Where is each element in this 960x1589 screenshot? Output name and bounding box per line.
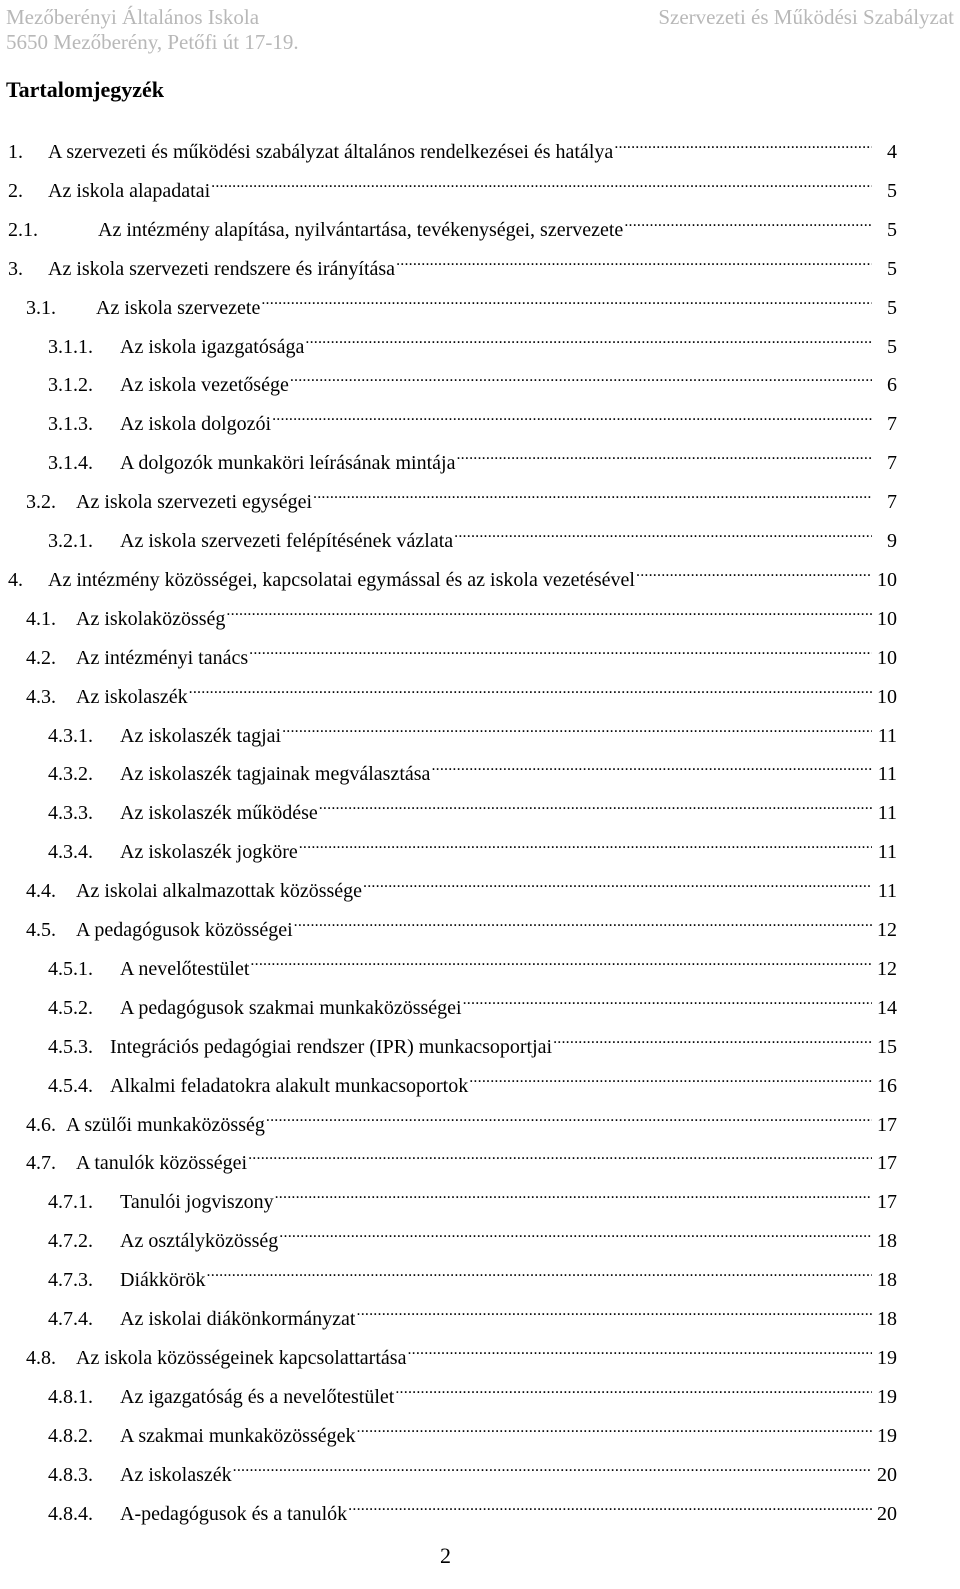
toc-title: Tartalomjegyzék (6, 77, 165, 102)
toc-entry-number: 3. (8, 257, 23, 280)
toc-dot-leader (249, 947, 872, 975)
toc-entry-page: 10 (877, 685, 897, 708)
toc-dot-leader (225, 597, 872, 625)
toc-entry[interactable] (48, 441, 897, 475)
toc-dot-leader (462, 986, 872, 1014)
toc-entry-page: 12 (877, 919, 897, 941)
toc-entry-page: 19 (877, 1346, 897, 1369)
toc-entry-page: 7 (887, 491, 897, 514)
toc-entry-number: 4.5. (26, 919, 56, 941)
toc-entry-page: 11 (877, 802, 897, 825)
toc-entry-number: 3.1.3. (48, 413, 93, 436)
toc-entry-number: 1. (8, 141, 23, 163)
toc-dot-leader (298, 830, 872, 858)
toc-entry-number: 3.2. (26, 491, 56, 514)
toc-entry-page: 7 (887, 452, 897, 475)
toc-dot-leader (406, 1336, 872, 1364)
toc-entry[interactable] (8, 247, 897, 280)
school-address: 5650 Mezőberény, Petőfi út 17-19. (6, 30, 299, 54)
toc-entry-title: Az osztályközösség (120, 1230, 279, 1253)
toc-entry-title: Az iskola szervezeti egységei (76, 491, 313, 514)
toc-entry[interactable] (26, 908, 897, 941)
toc-entry-page: 9 (887, 530, 897, 552)
toc-entry-page: 17 (877, 1191, 897, 1214)
document-title: Szervezeti és Működési Szabályzat (658, 5, 954, 29)
toc-entry-number: 4.7. (26, 1152, 56, 1175)
toc-entry[interactable] (26, 869, 897, 903)
toc-entry[interactable] (48, 325, 897, 358)
toc-entry-page: 16 (877, 1074, 897, 1097)
toc-entry[interactable] (48, 714, 897, 747)
toc-entry-title: Az iskolaközösség (76, 607, 226, 630)
toc-dot-leader (453, 519, 872, 547)
toc-entry[interactable] (26, 1141, 897, 1175)
toc-entry[interactable] (48, 1453, 897, 1486)
toc-entry-title: Az iskolaszék működése (120, 802, 318, 825)
toc-entry-number: 3.2.1. (48, 530, 93, 552)
toc-entry-number: 4.8.1. (48, 1385, 93, 1408)
toc-entry-page: 18 (877, 1269, 897, 1292)
toc-entry[interactable] (48, 791, 897, 825)
toc-entry[interactable] (26, 1336, 897, 1369)
toc-entry-number: 4.7.4. (48, 1308, 93, 1330)
toc-entry-number: 4.8.2. (48, 1424, 93, 1447)
toc-dot-leader (248, 636, 872, 664)
toc-dot-leader (278, 1219, 872, 1247)
toc-dot-leader (188, 675, 872, 703)
toc-entry[interactable] (48, 1025, 897, 1058)
toc-entry[interactable] (48, 986, 897, 1019)
toc-entry-title: Az iskola dolgozói (120, 413, 272, 436)
toc-entry-title: Az iskolai diákönkormányzat (120, 1308, 356, 1330)
toc-entry-page: 19 (877, 1385, 897, 1408)
toc-entry[interactable] (48, 1180, 897, 1214)
page-header (0, 0, 960, 62)
toc-entry-page: 4 (887, 141, 897, 163)
toc-entry-number: 2. (8, 179, 23, 202)
toc-entry-number: 3.1. (26, 296, 56, 319)
toc-entry[interactable] (48, 1375, 897, 1408)
toc-entry-number: 3.1.1. (48, 335, 93, 358)
toc-dot-leader (613, 130, 872, 158)
toc-entry-number: 4.5.1. (48, 957, 93, 980)
toc-entry-number: 4.5.3. (48, 1035, 93, 1058)
toc-dot-leader (356, 1414, 873, 1442)
toc-entry-title: Az iskolaszék jogköre (120, 841, 298, 864)
toc-dot-leader (281, 714, 872, 742)
toc-entry[interactable] (26, 675, 897, 708)
toc-entry-number: 4.1. (26, 607, 56, 630)
toc-entry-page: 11 (877, 880, 897, 903)
toc-entry-page: 5 (887, 218, 897, 241)
toc-entry-title: Az iskola szervezeti rendszere és irányítása (48, 257, 396, 280)
toc-entry-number: 4.4. (26, 880, 56, 903)
toc-entry-title: Az iskolai alkalmazottak közössége (76, 880, 363, 903)
toc-entry-number: 4.8.4. (48, 1502, 93, 1525)
toc-entry-page: 7 (887, 413, 897, 436)
toc-entry-number: 3.1.4. (48, 452, 93, 475)
toc-entry[interactable] (8, 130, 897, 163)
toc-entry-page: 11 (877, 724, 897, 747)
toc-dot-leader (455, 441, 872, 469)
toc-dot-leader (274, 1180, 872, 1208)
toc-entry-title: Tanulói jogviszony (120, 1191, 274, 1214)
toc-dot-leader (552, 1025, 872, 1053)
toc-dot-leader (289, 363, 872, 391)
toc-entry-number: 3.1.2. (48, 374, 93, 397)
toc-entry-number: 4.3.3. (48, 802, 93, 825)
toc-entry[interactable] (48, 363, 897, 397)
toc-entry-title: Az iskola szervezete (96, 296, 261, 319)
toc-entry-number: 4.3.4. (48, 841, 93, 864)
toc-entry[interactable] (48, 1258, 897, 1292)
toc-entry-number: 2.1. (8, 218, 38, 241)
toc-entry-page: 5 (887, 296, 897, 319)
toc-dot-leader (293, 908, 872, 936)
toc-entry-page: 17 (877, 1113, 897, 1136)
toc-entry-title: A nevelőtestület (120, 957, 250, 980)
header-left (6, 5, 299, 55)
toc-entry-title: Diákkörök (120, 1269, 206, 1292)
toc-entry-title: A szakmai munkaközösségek (120, 1424, 356, 1447)
toc-entry[interactable] (26, 480, 897, 514)
toc-entry-number: 4.7.1. (48, 1191, 93, 1214)
toc-entry-number: 4. (8, 568, 23, 591)
toc-dot-leader (394, 1375, 872, 1403)
toc-entry-page: 10 (877, 607, 897, 630)
toc-entry-page: 10 (877, 568, 897, 591)
toc-entry-title: A tanulók közösségei (76, 1152, 248, 1175)
toc-entry-page: 12 (877, 957, 897, 980)
toc-dot-leader (232, 1453, 872, 1481)
toc-entry[interactable] (26, 1103, 897, 1136)
toc-entry-page: 11 (877, 841, 897, 864)
toc-dot-leader (362, 869, 872, 897)
toc-entry-number: 4.6. (26, 1113, 56, 1136)
toc-entry-page: 5 (887, 335, 897, 358)
toc-entry[interactable] (48, 752, 897, 786)
toc-entry-title: A pedagógusok közösségei (76, 919, 293, 941)
toc-entry-number: 4.7.2. (48, 1230, 93, 1253)
toc-entry-page: 20 (877, 1463, 897, 1486)
toc-entry-title: Integrációs pedagógiai rendszer (IPR) munkacsoportjai (110, 1035, 553, 1058)
toc-dot-leader (260, 286, 872, 314)
toc-entry[interactable] (48, 947, 897, 980)
toc-dot-leader (312, 480, 872, 508)
toc-dot-leader (247, 1141, 872, 1169)
toc-entry-title: A-pedagógusok és a tanulók (120, 1502, 348, 1525)
toc-entry[interactable] (48, 1492, 897, 1525)
toc-entry-title: Az intézmény alapítása, nyilvántartása, tevékenységei, szervezete (98, 218, 624, 241)
toc-entry[interactable] (8, 208, 897, 241)
school-name: Mezőberényi Általános Iskola (6, 5, 260, 29)
toc-dot-leader (304, 325, 872, 353)
toc-entry-title: Az iskolaszék tagjai (120, 724, 282, 747)
toc-entry-number: 4.3.2. (48, 763, 93, 786)
toc-dot-leader (430, 752, 872, 780)
toc-entry[interactable] (48, 1219, 897, 1253)
toc-entry-page: 6 (887, 374, 897, 397)
toc-entry[interactable] (8, 169, 897, 202)
toc-entry[interactable] (26, 636, 897, 669)
toc-entry-title: Az iskola vezetősége (120, 374, 289, 397)
toc-entry-title: Az iskolaszék (120, 1463, 232, 1486)
toc-entry-page: 19 (877, 1424, 897, 1447)
page-number: 2 (440, 1543, 451, 1568)
toc-entry-page: 5 (887, 179, 897, 202)
toc-entry-title: A szülői munkaközösség (66, 1113, 265, 1136)
toc-entry-title: Az iskolaszék (76, 685, 188, 708)
toc-entry-number: 4.5.4. (48, 1074, 93, 1097)
toc-entry-number: 4.5.2. (48, 996, 93, 1019)
toc-entry-title: Az iskolaszék tagjainak megválasztása (120, 763, 431, 786)
toc-entry-title: Az iskola alapadatai (48, 179, 211, 202)
toc-entry-number: 4.8.3. (48, 1463, 93, 1486)
toc-entry-page: 18 (877, 1308, 897, 1330)
toc-entry-page: 14 (877, 996, 897, 1019)
toc-dot-leader (210, 169, 872, 197)
toc-entry[interactable] (48, 1297, 897, 1330)
toc-entry-number: 4.3.1. (48, 724, 93, 747)
toc-entry-number: 4.2. (26, 646, 56, 669)
toc-dot-leader (635, 558, 872, 586)
toc-entry-title: A pedagógusok szakmai munkaközösségei (120, 996, 462, 1019)
toc-entry-title: Alkalmi feladatokra alakult munkacsoportok (110, 1074, 469, 1097)
toc-entry-page: 5 (887, 257, 897, 280)
toc-entry-number: 4.7.3. (48, 1269, 93, 1292)
header-right (658, 5, 954, 30)
toc-entry-title: A szervezeti és működési szabályzat általános rendelkezései és hatálya (48, 141, 614, 163)
toc-entry-page: 11 (877, 763, 897, 786)
toc-dot-leader (356, 1297, 873, 1325)
toc-entry[interactable] (48, 519, 897, 552)
toc-dot-leader (347, 1492, 872, 1520)
toc-entry[interactable] (48, 1414, 897, 1447)
toc-entry-page: 15 (877, 1035, 897, 1058)
toc-entry-title: Az intézmény közösségei, kapcsolatai egymással és az iskola vezetésével (48, 568, 635, 591)
toc-dot-leader (206, 1258, 872, 1286)
toc-entry[interactable] (8, 558, 897, 591)
toc-entry[interactable] (48, 402, 897, 436)
toc-entry[interactable] (26, 286, 897, 319)
toc-dot-leader (318, 791, 872, 819)
toc-entry-page: 20 (877, 1502, 897, 1525)
toc-entry[interactable] (48, 1064, 897, 1097)
toc-entry-title: Az iskola igazgatósága (120, 335, 305, 358)
toc-entry-page: 18 (877, 1230, 897, 1253)
toc-entry-number: 4.8. (26, 1346, 56, 1369)
toc-entry-page: 10 (877, 646, 897, 669)
toc-dot-leader (271, 402, 872, 430)
toc-entry-title: A dolgozók munkaköri leírásának mintája (120, 452, 456, 475)
toc-entry-title: Az iskola közösségeinek kapcsolattartása (76, 1346, 407, 1369)
toc-entry[interactable] (26, 597, 897, 630)
toc-entry-title: Az iskola szervezeti felépítésének vázlata (120, 530, 454, 552)
toc-entry[interactable] (48, 830, 897, 864)
toc-entry-title: Az intézményi tanács (76, 646, 249, 669)
toc-entry-page: 17 (877, 1152, 897, 1175)
toc-dot-leader (265, 1103, 872, 1131)
toc-entry-title: Az igazgatóság és a nevelőtestület (120, 1385, 395, 1408)
toc-dot-leader (468, 1064, 872, 1092)
toc-dot-leader (395, 247, 872, 275)
toc-entry-number: 4.3. (26, 685, 56, 708)
toc-dot-leader (623, 208, 872, 236)
